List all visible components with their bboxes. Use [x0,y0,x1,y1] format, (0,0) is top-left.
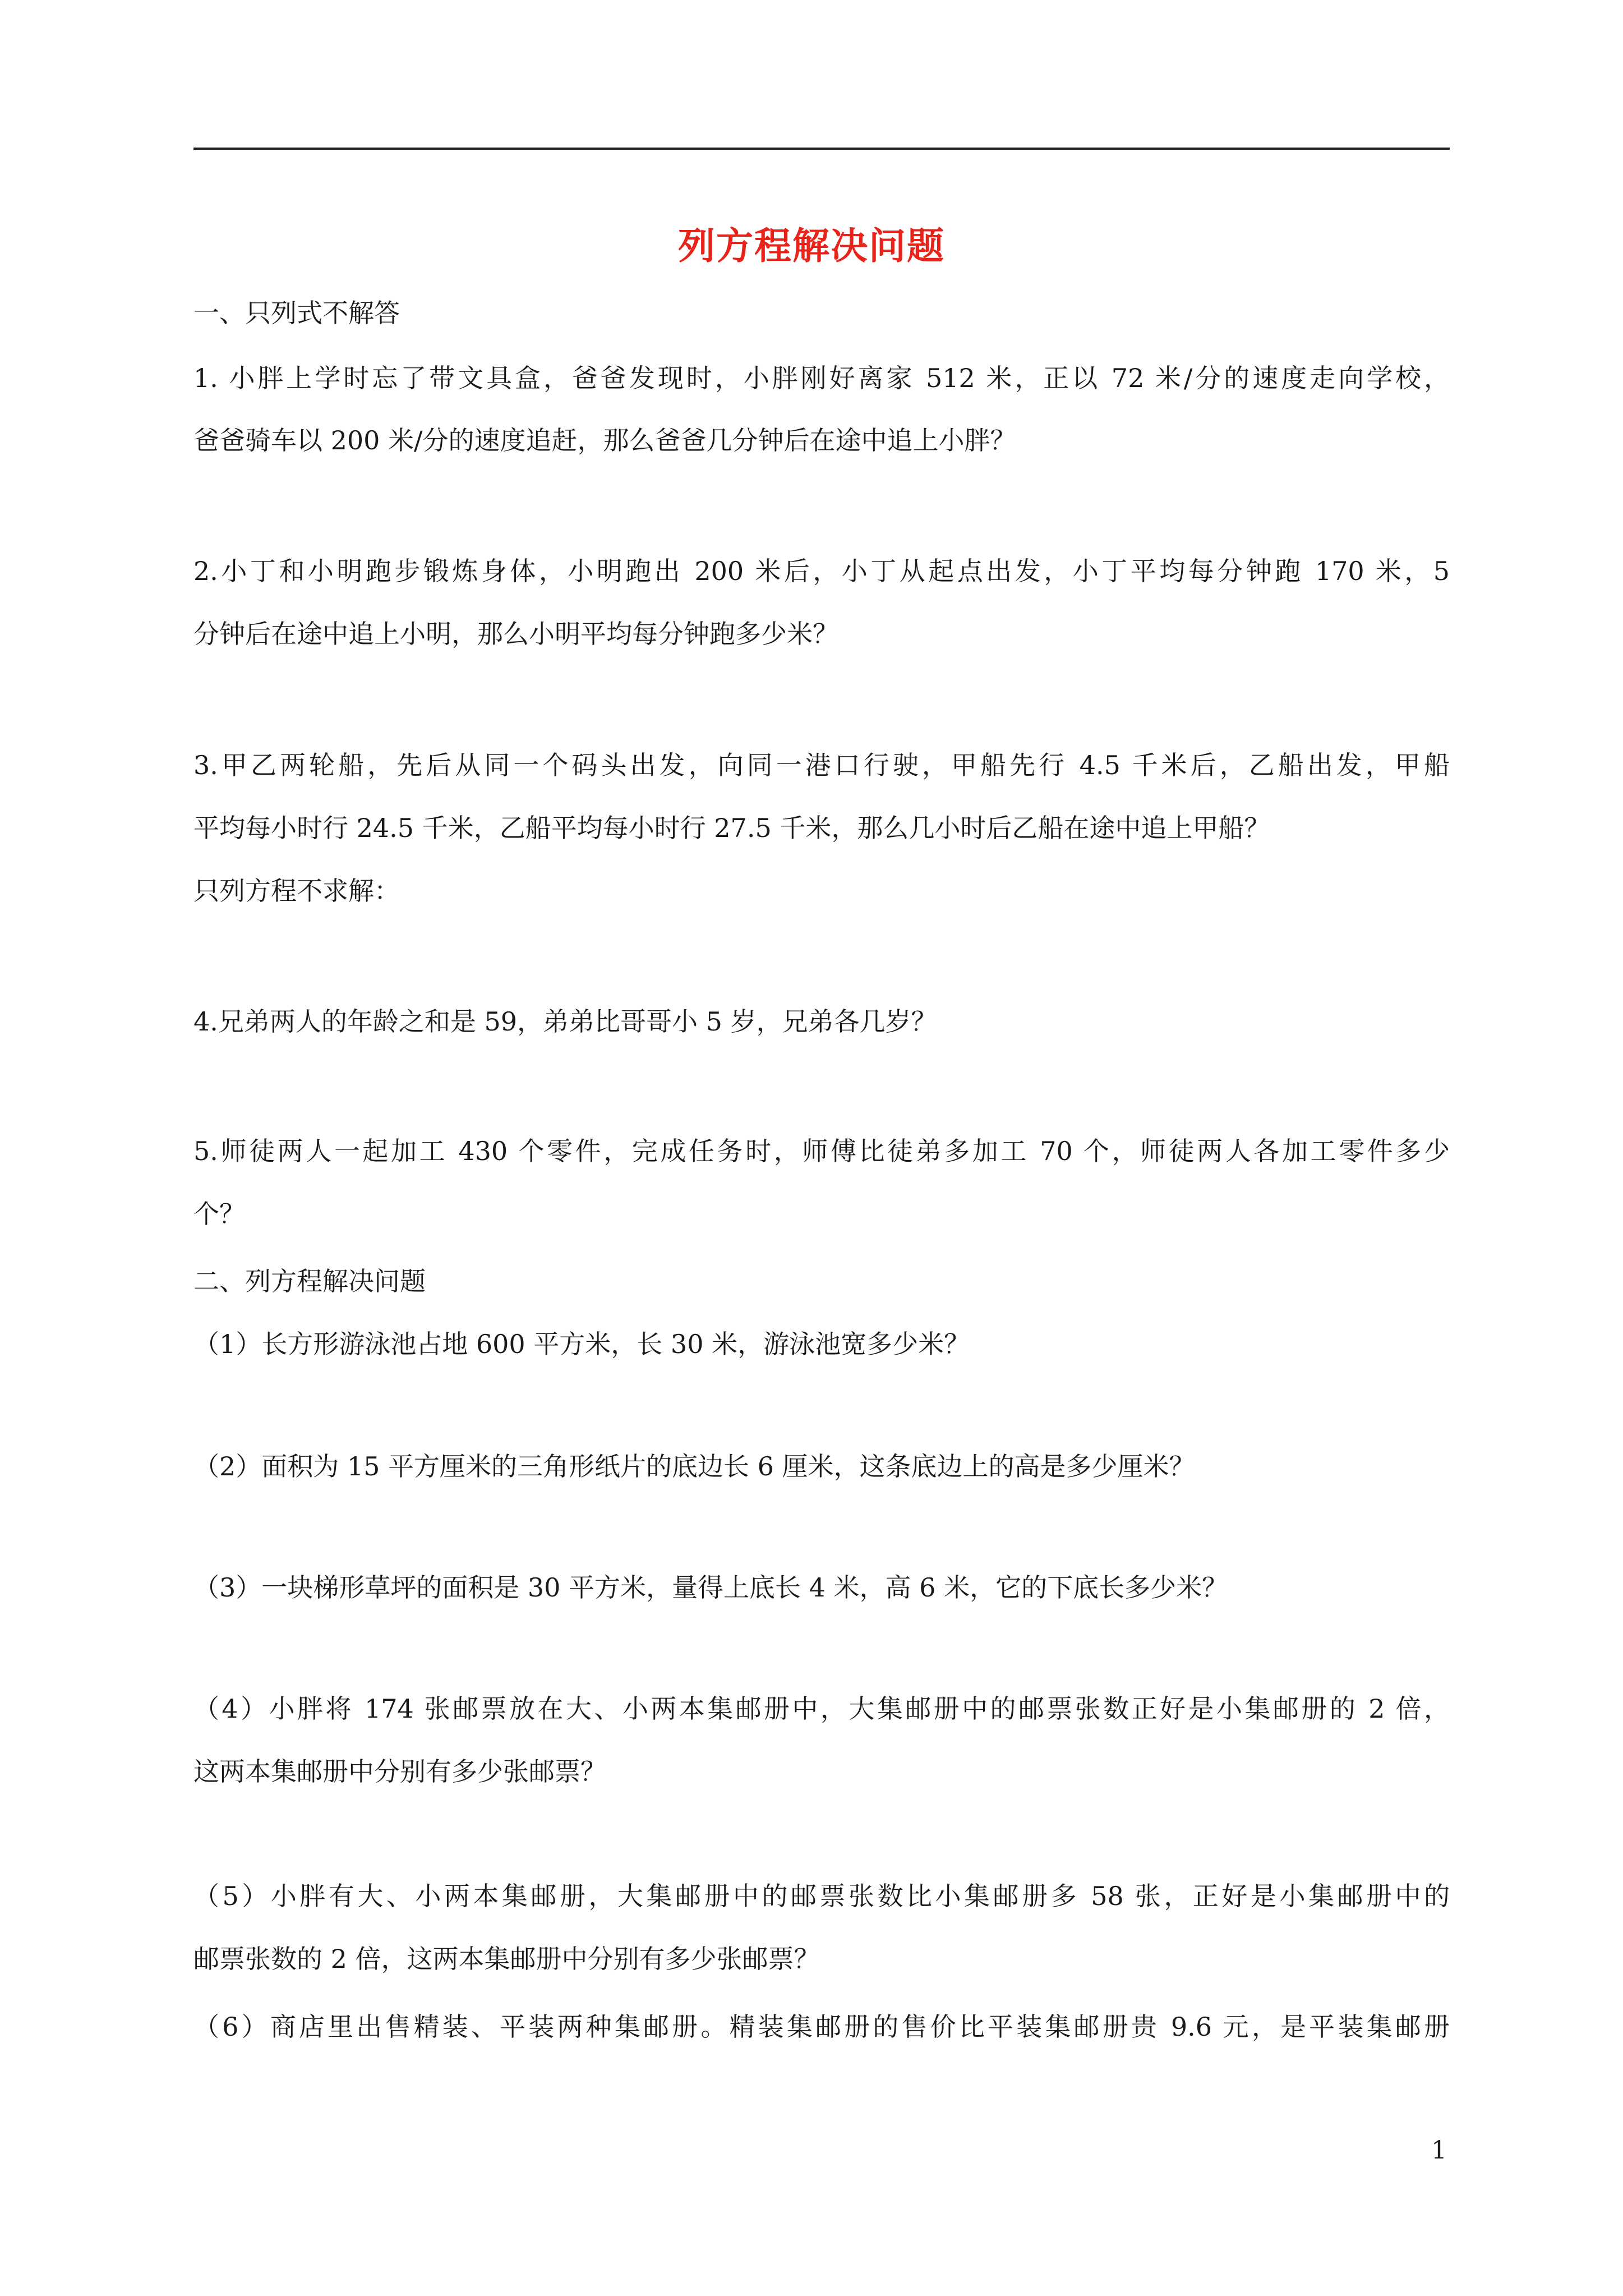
problem-2: （2）面积为 15 平方厘米的三角形纸片的底边长 6 厘米，这条底边上的高是多少厘米？ [193,1451,1195,1481]
problem-5-line-2: 邮票张数的 2 倍，这两本集邮册中分别有多少张邮票？ [193,1944,820,1974]
problem-3: （3）一块梯形草坪的面积是 30 平方米，量得上底长 4 米，高 6 米，它的下底长多少米？ [193,1572,1228,1603]
question-5-line-1: 5.师徒两人一起加工 430 个零件，完成任务时，师傅比徒弟多加工 70 个，师徒两人各加工零件多少 [193,1136,1450,1166]
page-number: 1 [1431,2136,1447,2165]
problem-1: （1）长方形游泳池占地 600 平方米，长 30 米，游泳池宽多少米？ [193,1329,970,1359]
problem-4-line-1: （4）小胖将 174 张邮票放在大、小两本集邮册中，大集邮册中的邮票张数正好是小集邮册的 2 倍， [193,1694,1450,1724]
sub-heading: 只列方程不求解： [193,876,400,906]
question-2-line-2: 分钟后在途中追上小明，那么小明平均每分钟跑多少米？ [193,619,838,649]
section-heading-2: 二、列方程解决问题 [193,1266,426,1296]
section-heading-1: 一、只列式不解答 [193,298,400,328]
problem-5-line-1: （5）小胖有大、小两本集邮册，大集邮册中的邮票张数比小集邮册多 58 张，正好是小集邮册中的 [193,1881,1450,1911]
problem-4-line-2: 这两本集邮册中分别有多少张邮票？ [193,1756,606,1787]
page-title: 列方程解决问题 [678,224,945,268]
header-rule [193,148,1450,150]
question-3-line-2: 平均每小时行 24.5 千米，乙船平均每小时行 27.5 千米，那么几小时后乙船在途中追上甲船？ [193,813,1270,843]
problem-6-line-1: （6）商店里出售精装、平装两种集邮册。精装集邮册的售价比平装集邮册贵 9.6 元，是平装集邮册 [193,2012,1450,2042]
question-3-line-1: 3.甲乙两轮船，先后从同一个码头出发，向同一港口行驶，甲船先行 4.5 千米后，乙船出发，甲船 [193,750,1450,780]
question-5-line-2: 个？ [193,1199,245,1229]
question-2-line-1: 2.小丁和小明跑步锻炼身体，小明跑出 200 米后，小丁从起点出发，小丁平均每分钟跑 170 米，5 [193,556,1450,586]
question-4: 4.兄弟两人的年龄之和是 59，弟弟比哥哥小 5 岁，兄弟各几岁？ [193,1006,937,1037]
question-1-line-2: 爸爸骑车以 200 米/分的速度追赶，那么爸爸几分钟后在途中追上小胖？ [193,425,1016,455]
question-1-line-1: 1. 小胖上学时忘了带文具盒，爸爸发现时，小胖刚好离家 512 米，正以 72 米/分的速度走向学校， [193,363,1450,393]
